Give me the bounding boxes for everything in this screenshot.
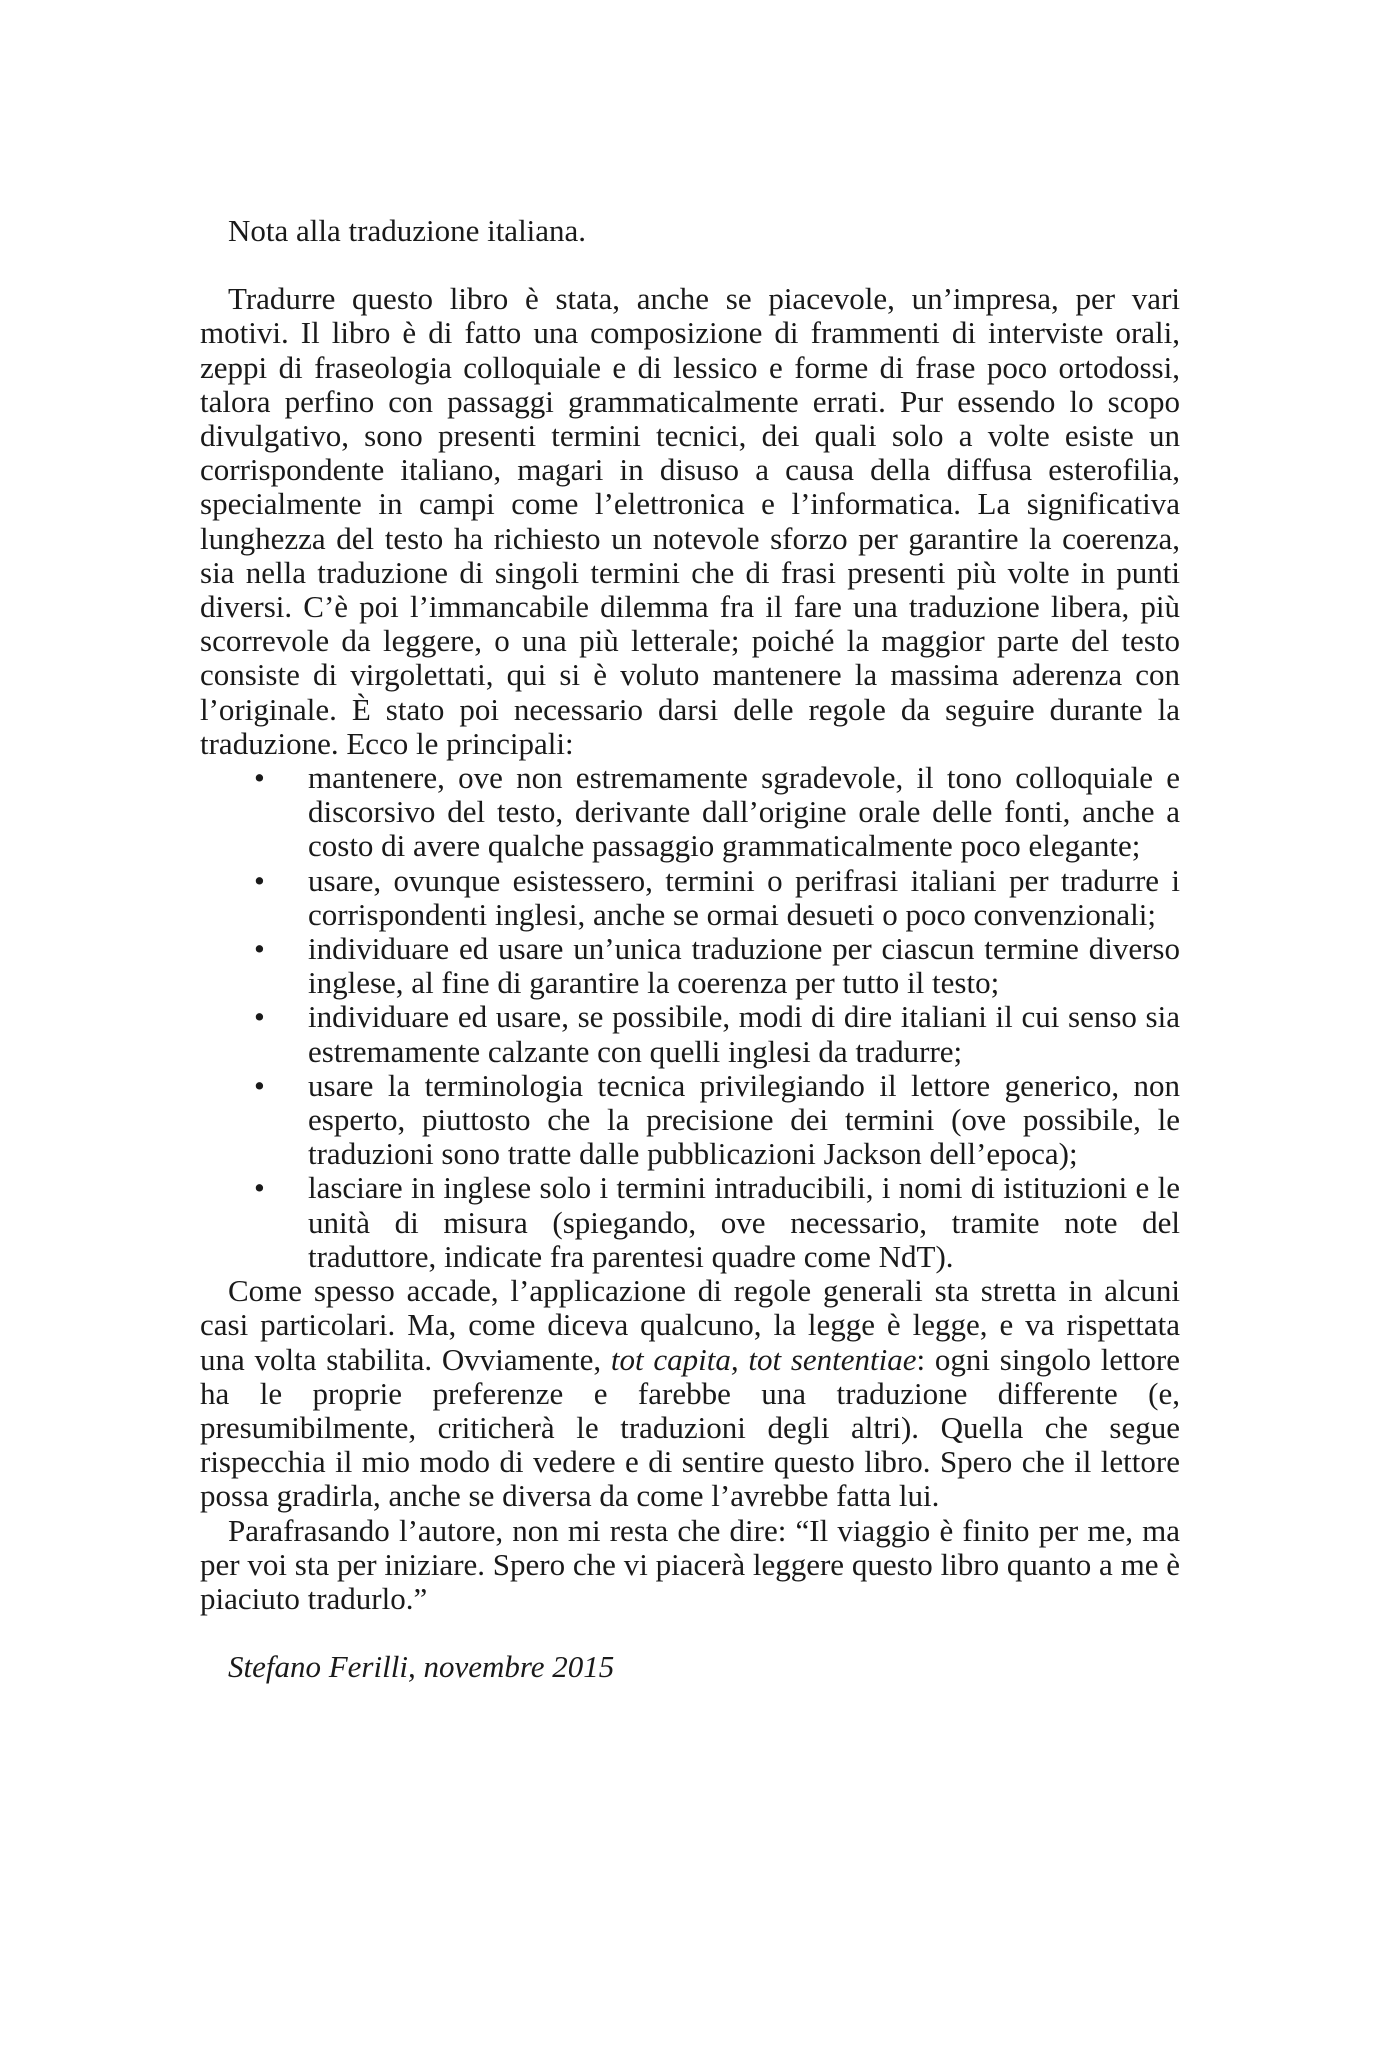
rule-text: individuare ed usare, se possibile, modi di dire italiani il cui senso sia estremamente calzante con quelli inglesi da tradurre; — [308, 999, 1180, 1069]
rule-text: mantenere, ove non estremamente sgradevole, il tono colloquiale e discorsivo del testo, derivante dall’origine orale delle fonti, anche a costo di avere qualche passaggio grammaticalmente poco elegante; — [308, 760, 1180, 864]
page-title: Nota alla traduzione italiana. — [228, 213, 587, 248]
rule-item — [254, 1170, 1180, 1274]
intro-paragraph: Tradurre questo libro è stata, anche se piacevole, un’impresa, per vari motivi. Il libro è di fatto una composizione di frammenti di interviste orali, zeppi di fraseologia colloquiale e di lessico e forme di frase poco ortodossi, talora perfino con passaggi grammaticalmente errati. Pur essendo lo scopo divulgativo, sono presenti termini tecnici, dei quali solo a volte esiste un corrispondente italiano, magari in disuso a causa della diffusa esterofilia, specialmente in campi come l’elettronica e l’informatica. La significativa lunghezza del testo ha richiesto un notevole sforzo per garantire la coerenza, sia nella traduzione di singoli termini che di frasi presenti più volte in punti diversi. C’è poi l’immancabile dilemma fra il fare una traduzione libera, più scorrevole da leggere, o una più letterale; poiché la maggior parte del testo consiste di virgolettati, qui si è voluto mantenere la massima aderenza con l’originale. È stato poi necessario darsi delle regole da seguire durante la traduzione. Ecco le principali: — [200, 281, 1180, 761]
bullet-icon: • — [254, 1170, 265, 1206]
rule-item — [254, 931, 1180, 1001]
bullet-icon: • — [254, 862, 265, 898]
bullet-icon: • — [254, 999, 265, 1035]
bullet-icon: • — [254, 931, 265, 967]
rule-text: usare la terminologia tecnica privilegiando il lettore generico, non esperto, piuttosto che la precisione dei termini (ove possibile, le traduzioni sono tratte dalle pubblicazioni Jackson dell’epoca); — [308, 1067, 1180, 1172]
latin-phrase: tot capita, tot sententiae — [610, 1341, 917, 1377]
conclusion-text-end: : ogni singolo lettore ha le proprie preferenze e farebbe una traduzione differente (e, presumibilmente, criticherà le traduzioni degli altri). Quella che segue rispecchia il mio modo di vedere e di sentire questo libro. Spero che il lettore possa gradirla, anche se diversa da come l’avrebbe fatta lui. — [200, 1341, 1180, 1514]
conclusion-text-start: Come spesso accade, l’applicazione di regole generali sta stretta in alcuni casi particolari. Ma, come diceva qualcuno, la legge è legge, e va rispettata una volta stabilita. Ovviamente, — [200, 1273, 1180, 1377]
rule-item — [254, 862, 1180, 932]
rule-text: individuare ed usare un’unica traduzione per ciascun termine diverso inglese, al fine di garantire la coerenza per tutto il testo; — [308, 931, 1180, 1001]
closing-paragraph: Parafrasando l’autore, non mi resta che dire: “Il viaggio è finito per me, ma per voi sta per iniziare. Spero che vi piacerà leggere questo libro quanto a me è piaciuto tradurlo.” — [200, 1512, 1180, 1616]
document-page — [200, 214, 1180, 1684]
rules-list — [200, 761, 1180, 1274]
rule-item — [254, 999, 1180, 1069]
rule-item — [254, 1067, 1180, 1172]
bullet-icon: • — [254, 1067, 265, 1103]
conclusion-paragraph — [200, 1274, 1180, 1513]
rule-text: usare, ovunque esistessero, termini o perifrasi italiani per tradurre i corrispondenti inglesi, anche se ormai desueti o poco convenzionali; — [308, 862, 1180, 932]
bullet-icon: • — [254, 760, 265, 796]
rule-item — [254, 760, 1180, 864]
signature: Stefano Ferilli, novembre 2015 — [228, 1649, 615, 1685]
rule-text: lasciare in inglese solo i termini intraducibili, i nomi di istituzioni e le unità di misura (spiegando, ove necessario, tramite note del traduttore, indicate fra parentesi quadre come NdT). — [308, 1170, 1180, 1274]
